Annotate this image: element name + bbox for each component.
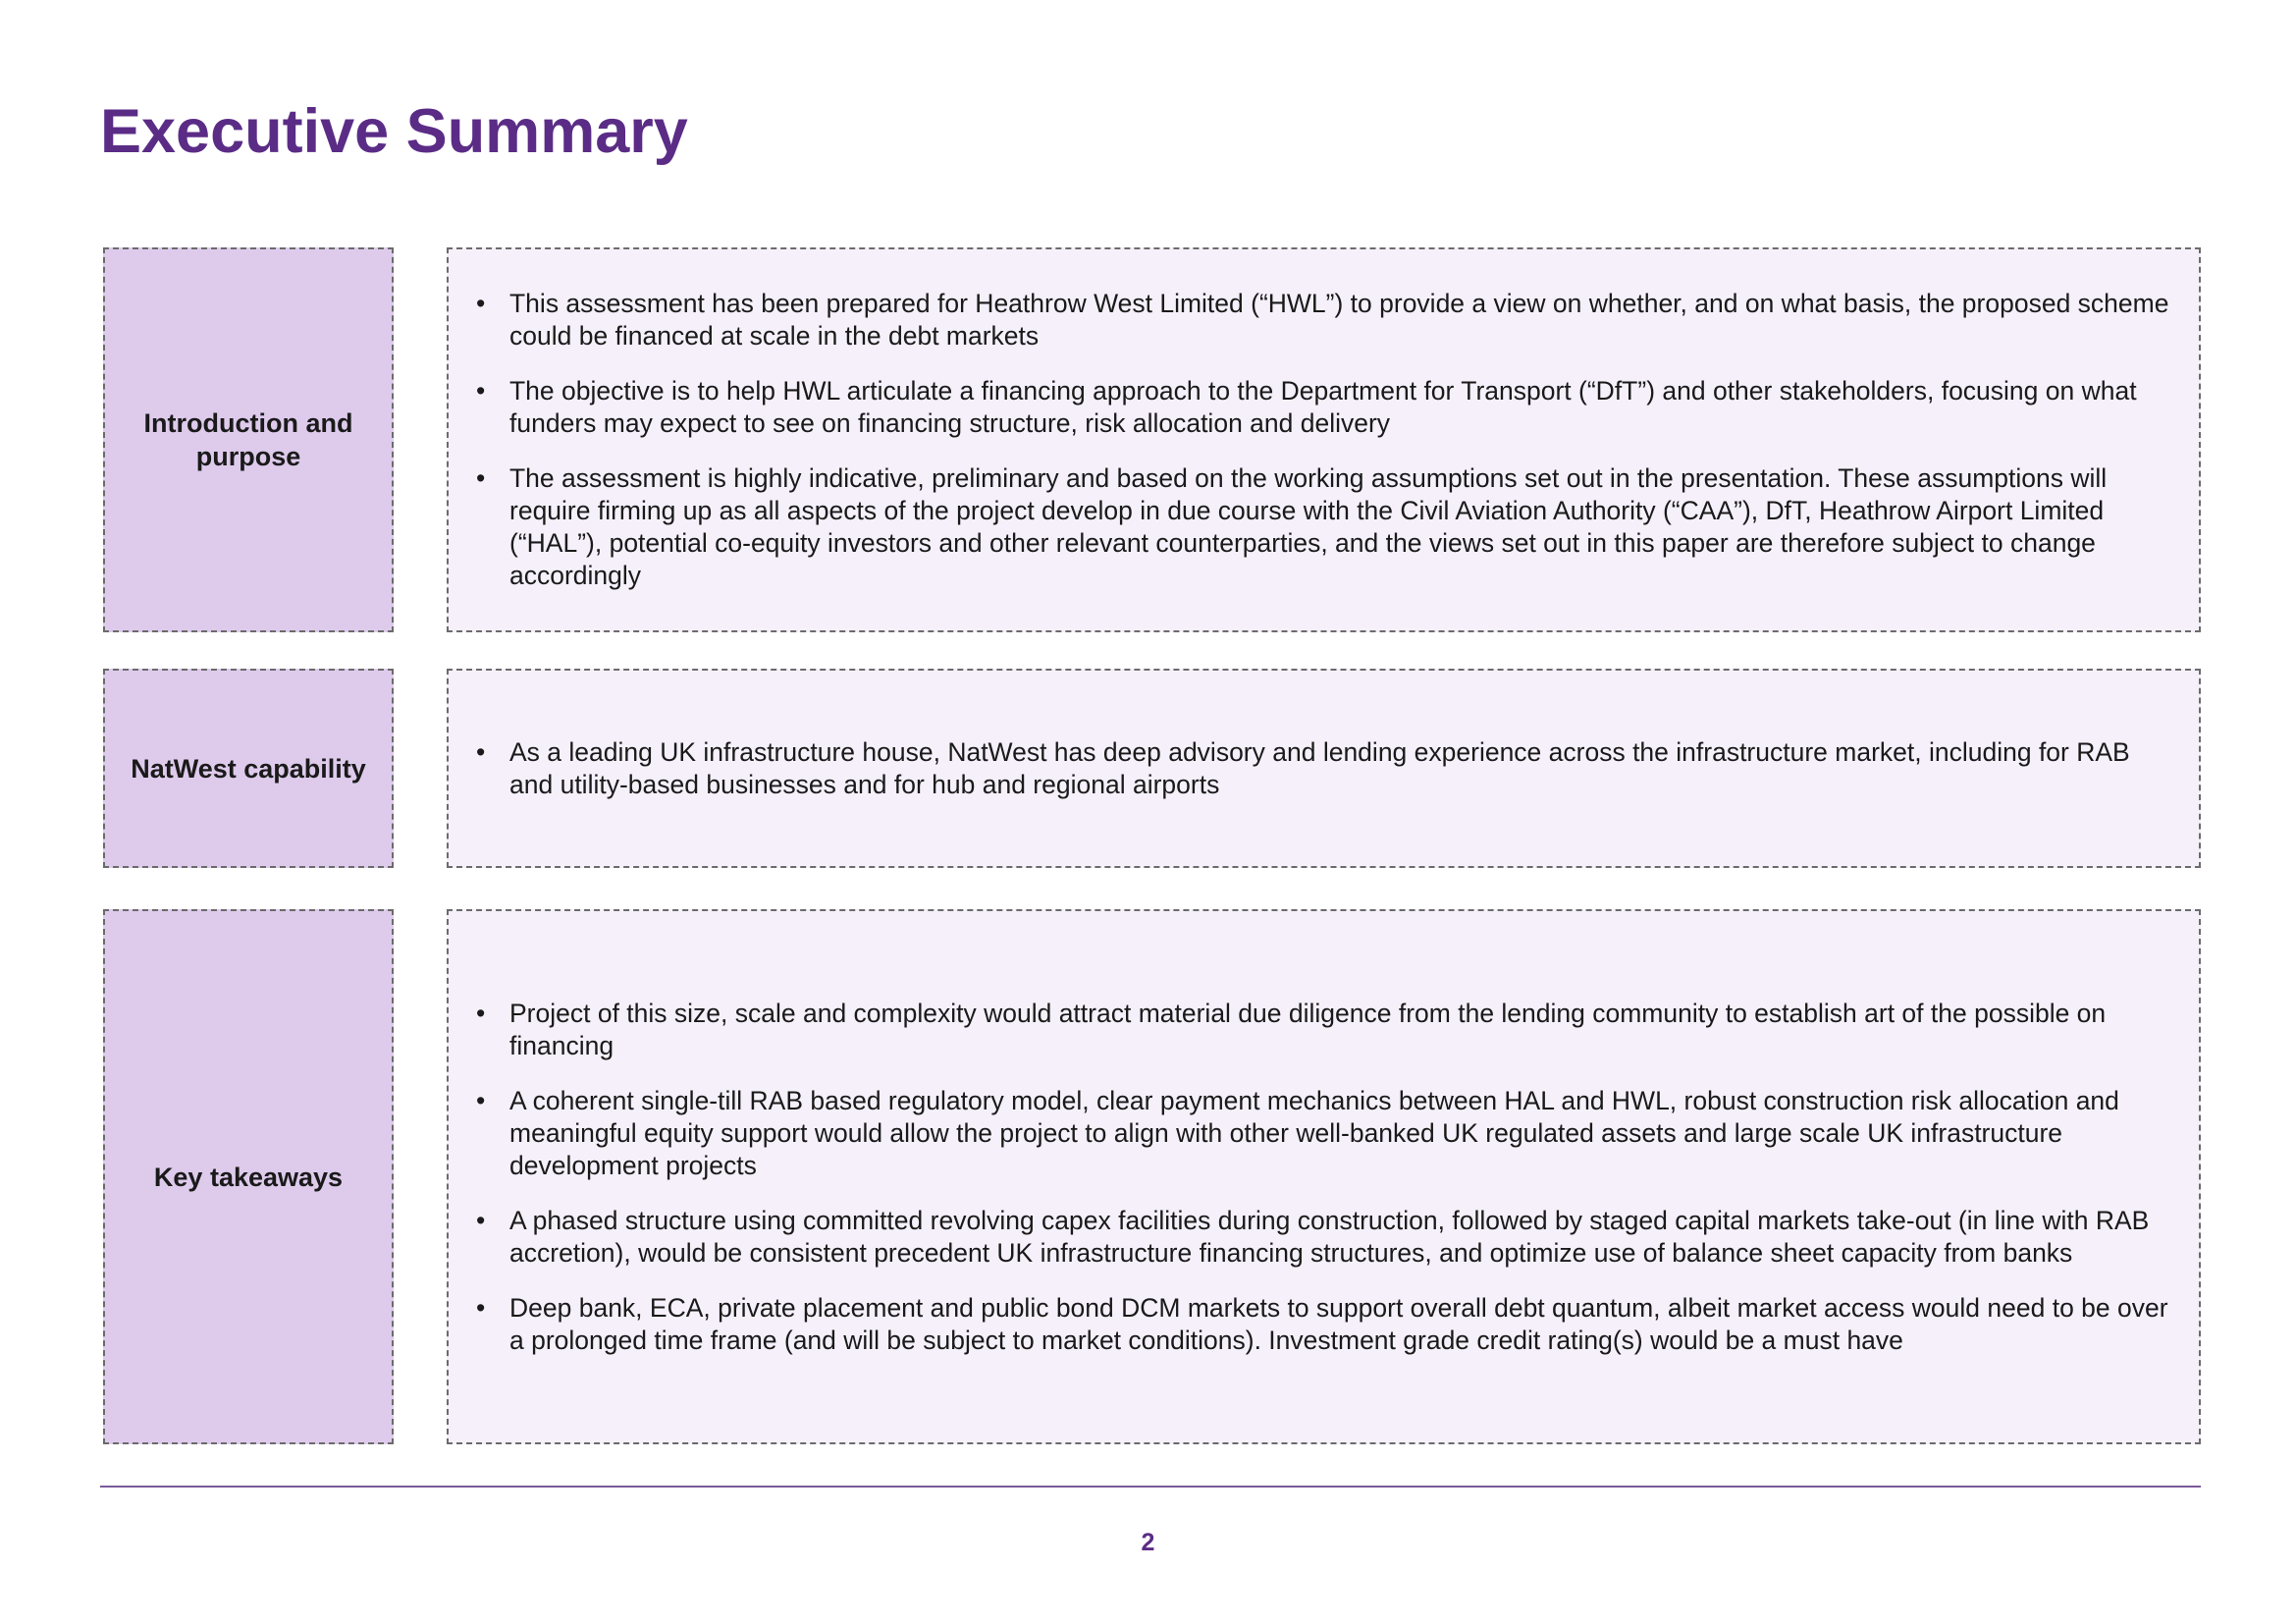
section-label-key-takeaways xyxy=(103,909,394,1444)
bullet-icon: • xyxy=(476,376,486,406)
bullet-icon: • xyxy=(476,463,486,493)
bullet-item: • As a leading UK infrastructure house, NatWest has deep advisory and lending experience across the infrastructure market, including for RAB and utility-based businesses and for hub and regional airports xyxy=(476,736,2130,799)
bullet-icon: • xyxy=(476,1292,486,1323)
bullet-item: • This assessment has been prepared for Heathrow West Limited (“HWL”) to provide a view on whether, and on what basis, the proposed scheme could be financed at scale in the debt markets xyxy=(476,289,2169,351)
bullet-icon: • xyxy=(476,1205,486,1235)
bullet-item: • A phased structure using committed revolving capex facilities during construction, followed by staged capital markets take-out (in line with RAB accretion), would be consistent precedent UK infrastructure financing structures, and optimize use of balance sheet capacity from banks xyxy=(476,1205,2150,1268)
bullet-list xyxy=(449,736,2169,801)
section-label-introduction xyxy=(103,247,394,632)
bullet-item: • Deep bank, ECA, private placement and public bond DCM markets to support overall debt quantum, albeit market access would need to be over a prolonged time frame (and will be subject to market conditions). Investment grade credit rating(s) would be a must have xyxy=(476,1292,2168,1355)
bullet-item: • Project of this size, scale and complexity would attract material due diligence from the lending community to establish art of the possible on financing xyxy=(476,998,2107,1060)
section-content-natwest-capability xyxy=(447,669,2201,868)
section-content-key-takeaways xyxy=(447,909,2201,1444)
bullet-list xyxy=(449,288,2169,592)
page-title: Executive Summary xyxy=(100,97,688,166)
bullet-icon: • xyxy=(476,1085,486,1115)
bullet-list xyxy=(449,998,2169,1357)
bullet-item: • A coherent single-till RAB based regulatory model, clear payment mechanics between HAL and HWL, robust construction risk allocation and meaningful equity support would allow the project to align with other well-banked UK regulated assets and large scale UK infrastructure development projects xyxy=(476,1085,2119,1180)
bullet-icon: • xyxy=(476,998,486,1028)
section-label-text: Key takeaways xyxy=(153,1162,344,1192)
footer-divider xyxy=(100,1486,2201,1488)
section-content-introduction xyxy=(447,247,2201,632)
section-label-natwest-capability xyxy=(103,669,394,868)
bullet-icon: • xyxy=(476,289,486,318)
section-label-text: NatWest capability xyxy=(131,753,366,784)
section-label-text: Introduction and purpose xyxy=(143,408,353,471)
page-number: 2 xyxy=(1141,1529,1155,1556)
bullet-item: • The assessment is highly indicative, preliminary and based on the working assumptions set out in the presentation. These assumptions will require firming up as all aspects of the project develop in due course with the Civil Aviation Authority (“CAA”), DfT, Heathrow Airport Limited (“HAL”), potential co-equity investors and other relevant counterparties, and the views set out in this paper are therefore subject to change accordingly xyxy=(476,463,2108,590)
bullet-item: • The objective is to help HWL articulate a financing approach to the Department for Transport (“DfT”) and other stakeholders, focusing on what funders may expect to see on financing structure, risk allocation and delivery xyxy=(476,376,2137,438)
bullet-icon: • xyxy=(476,736,486,767)
